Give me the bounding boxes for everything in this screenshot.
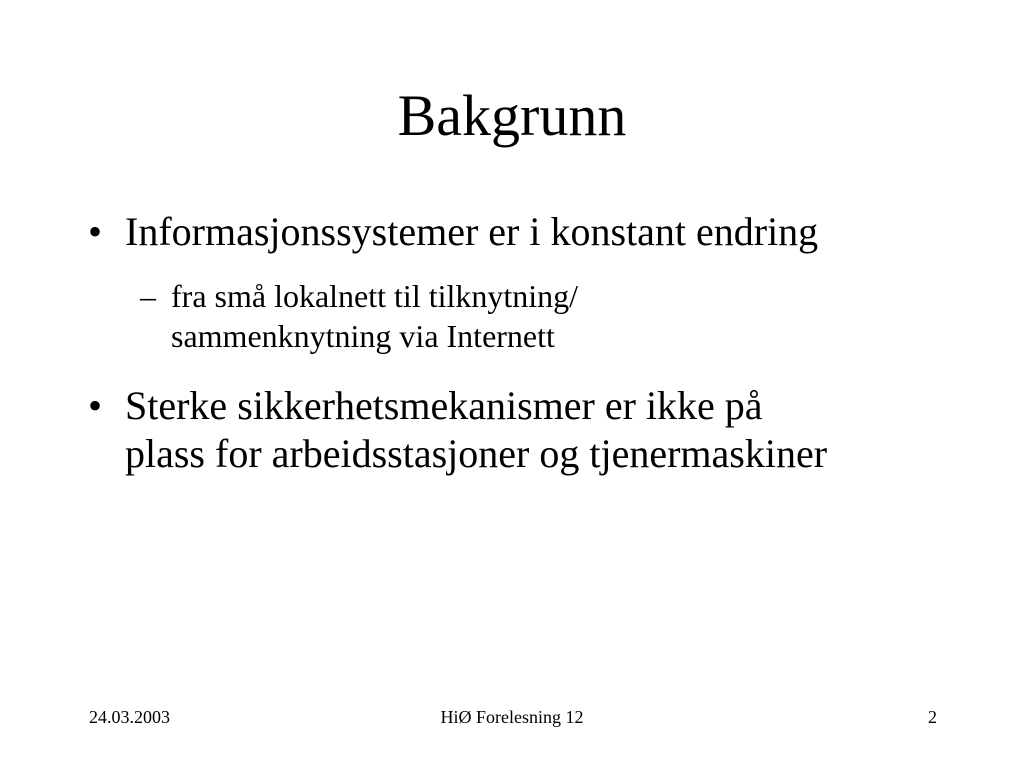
sub-bullet-line: fra små lokalnett til tilknytning/ <box>171 278 579 314</box>
sub-bullet-text <box>171 276 840 356</box>
slide-title: Bakgrunn <box>397 82 627 148</box>
sub-bullet-item <box>140 276 840 356</box>
bullet-text: Informasjonssystemer er i konstant endring <box>125 209 819 254</box>
sub-bullet-line: sammenknytning via Internett <box>171 318 555 354</box>
footer-title: HiØ Forelesning 12 <box>440 707 584 727</box>
sub-bullet-marker: – <box>140 278 156 314</box>
bullet-line: plass for arbeidsstasjoner og tjenermaskiner <box>125 431 828 476</box>
bullet-line: Sterke sikkerhetsmekanismer er ikke på <box>125 383 763 428</box>
footer-date: 24.03.2003 <box>89 707 170 727</box>
bullet-text <box>125 382 968 478</box>
bullet-item <box>88 208 968 256</box>
slide-number: 2 <box>928 707 937 727</box>
bullet-item <box>88 382 968 478</box>
bullet-marker: • <box>88 383 103 428</box>
bullet-marker: • <box>88 209 103 254</box>
